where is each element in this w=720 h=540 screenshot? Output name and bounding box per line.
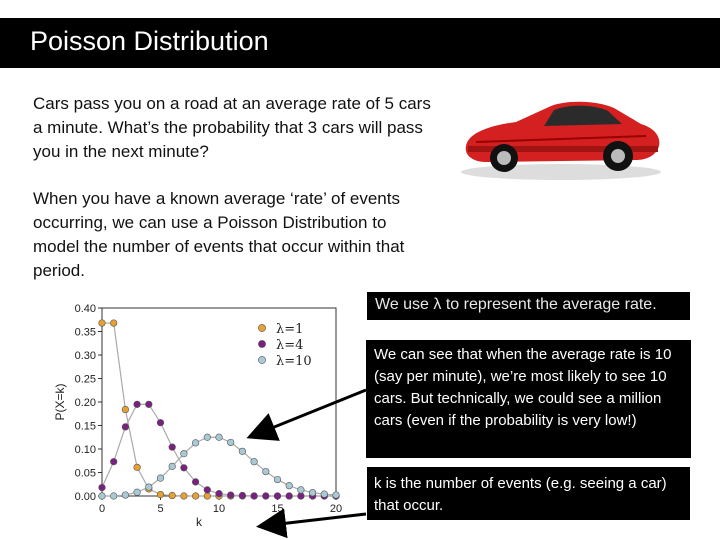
arrow-to-lambda10-curve [252, 390, 366, 436]
data-point [192, 440, 199, 447]
legend-marker [258, 324, 265, 331]
k-definition-callout [367, 467, 690, 520]
data-point [157, 419, 164, 426]
data-point [169, 444, 176, 451]
data-point [181, 493, 188, 500]
data-point [110, 320, 117, 327]
data-point [99, 320, 106, 327]
callout-arrows [240, 380, 380, 540]
lambda-rate-text: We use λ to represent the average rate. [375, 296, 657, 313]
data-point [169, 492, 176, 499]
data-point [134, 464, 141, 471]
x-tick-label: 20 [329, 503, 343, 515]
rate-ten-text: We can see that when the average rate is 10 (say per minute), we’re most likely to see 10 cars. But technically, we could see a million cars (even if the probability is very low!) [374, 346, 672, 429]
data-point [227, 439, 234, 446]
explanation-paragraph: When you have a known average ‘rate’ of events occurring, we can use a Poisson Distribution to model the number of events that occur within that period. [33, 189, 405, 280]
x-tick-label: 15 [271, 503, 284, 515]
data-point [99, 493, 106, 500]
y-tick-label: 0.00 [74, 491, 96, 503]
arrow-to-k-axis [262, 514, 366, 526]
data-point [99, 484, 106, 491]
data-point [110, 493, 117, 500]
y-axis-label: P(X=k) [53, 383, 67, 421]
x-tick-label: 10 [212, 503, 226, 515]
red-sports-car-image [456, 84, 666, 184]
y-tick-label: 0.15 [74, 420, 96, 433]
lambda-rate-callout [367, 292, 690, 320]
data-point [204, 487, 211, 494]
data-point [110, 458, 117, 465]
data-point [216, 490, 223, 497]
data-point [181, 465, 188, 472]
data-point [122, 406, 129, 413]
data-point [192, 479, 199, 486]
data-point [134, 401, 141, 408]
data-point [181, 450, 188, 457]
legend-marker [258, 356, 265, 363]
y-tick-label: 0.30 [74, 350, 96, 362]
data-point [146, 484, 153, 491]
x-axis-label: k [196, 515, 202, 529]
question-paragraph: Cars pass you on a road at an average rate of 5 cars a minute. What’s the probability that 3 cars will pass you in the next minute? [33, 94, 431, 161]
legend-label: λ=1 [276, 322, 304, 337]
y-tick-label: 0.40 [74, 303, 96, 315]
rate-ten-callout [366, 340, 691, 458]
data-point [227, 492, 234, 499]
data-point [204, 493, 211, 500]
data-point [216, 434, 223, 441]
data-point [122, 492, 129, 499]
y-tick-label: 0.05 [74, 467, 96, 480]
y-tick-label: 0.10 [74, 444, 96, 456]
x-tick-label: 5 [157, 503, 164, 515]
x-tick-label: 0 [98, 503, 106, 515]
data-point [204, 434, 211, 441]
legend-marker [258, 340, 265, 347]
data-point [157, 475, 164, 482]
data-point [134, 489, 141, 496]
legend-label: λ=10 [276, 354, 312, 369]
data-point [192, 493, 199, 500]
title-bar [0, 18, 720, 68]
data-point [157, 491, 164, 498]
data-point [122, 424, 129, 431]
data-point [169, 463, 176, 470]
data-point [146, 401, 153, 408]
k-definition-text: k is the number of events (e.g. seeing a car) that occur. [374, 475, 667, 514]
y-tick-label: 0.20 [74, 397, 96, 409]
y-tick-label: 0.25 [74, 373, 96, 386]
legend-label: λ=4 [276, 338, 304, 353]
page-title: Poisson Distribution [30, 26, 269, 56]
y-tick-label: 0.35 [74, 326, 96, 339]
